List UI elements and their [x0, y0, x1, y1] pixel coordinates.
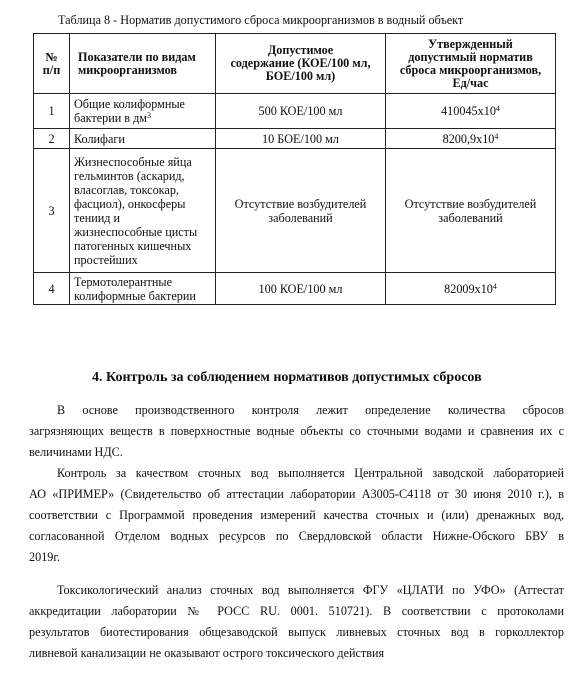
paragraph-quality-control: Контроль за качеством сточных вод выполняется Центральной заводской лабораторией АО «ПРИМЕР» (Свидетельство об аттестации лаборатории А3005-С4118 от 30 июня 2010 г.), в соответствии с Программой проведения измерений качества сточных и (или) дренажных вод, согласованной Отделом водных ресурсов по Свердловской области Нижне-Обского БВУ в 2019г. [29, 466, 564, 564]
row-indicator: Жизнеспособные яйца гельминтов (аскарид, власоглав, токсокар, фасциол), онкосферы тениид и жизнеспособные цисты патогенных кишечных простейших [70, 149, 216, 273]
header-approved-norm: Утвержденный допустимый норматив сброса микроорганизмов, Ед/час [386, 34, 556, 94]
table-header-row [34, 34, 556, 94]
row-approved: $82009х10^4$ [386, 273, 556, 305]
table-row [34, 273, 556, 305]
section-heading: 4. Контроль за соблюдением нормативов допустимых сбросов [92, 370, 482, 385]
table-row [34, 94, 556, 129]
header-num: № п/п [34, 34, 70, 94]
row-num: 1 [34, 94, 70, 129]
row-approved: $410045х10^4$ [386, 94, 556, 129]
row-approved: Отсутствие возбудителей заболеваний [386, 149, 556, 273]
paragraph-toxicology: Токсикологический анализ сточных вод выполняется ФГУ «ЦЛАТИ по УФО» (Аттестат аккредитации лаборатории № РОСС RU. 0001. 510721). В соответствии с протоколами результатов биотестирования общезаводской выпуск ливневых сточных вод в горколлектор ливневой канализации не оказывают острого токсического действия [29, 583, 564, 660]
row-allowed: 100 КОЕ/100 мл [216, 273, 386, 305]
row-num: 2 [34, 129, 70, 149]
header-indicator: Показатели по видам микроорганизмов [70, 34, 216, 94]
table-caption: Таблица 8 - Норматив допустимого сброса микроорганизмов в водный объект [58, 13, 464, 27]
row-num: 3 [34, 149, 70, 273]
table-row [34, 149, 556, 273]
header-allowed-content: Допустимое содержание (КОЕ/100 мл, БОЕ/100 мл) [216, 34, 386, 94]
row-allowed: 10 БОЕ/100 мл [216, 129, 386, 149]
row-approved: $8200,9х10^4$ [386, 129, 556, 149]
row-num: 4 [34, 273, 70, 305]
paragraph-production-control: В основе производственного контроля лежит определение количества сбросов загрязняющих веществ в поверхностные водные объекты со сточными водами и сравнения их с величинами НДС. [29, 403, 564, 459]
row-allowed: 500 КОЕ/100 мл [216, 94, 386, 129]
microorganism-norm-table [33, 33, 556, 305]
row-indicator: Общие колиформные бактерии в $дм^3$ [70, 94, 216, 129]
table-row [34, 129, 556, 149]
row-indicator: Термотолерантные колиформные бактерии [70, 273, 216, 305]
row-indicator: Колифаги [70, 129, 216, 149]
row-allowed: Отсутствие возбудителей заболеваний [216, 149, 386, 273]
